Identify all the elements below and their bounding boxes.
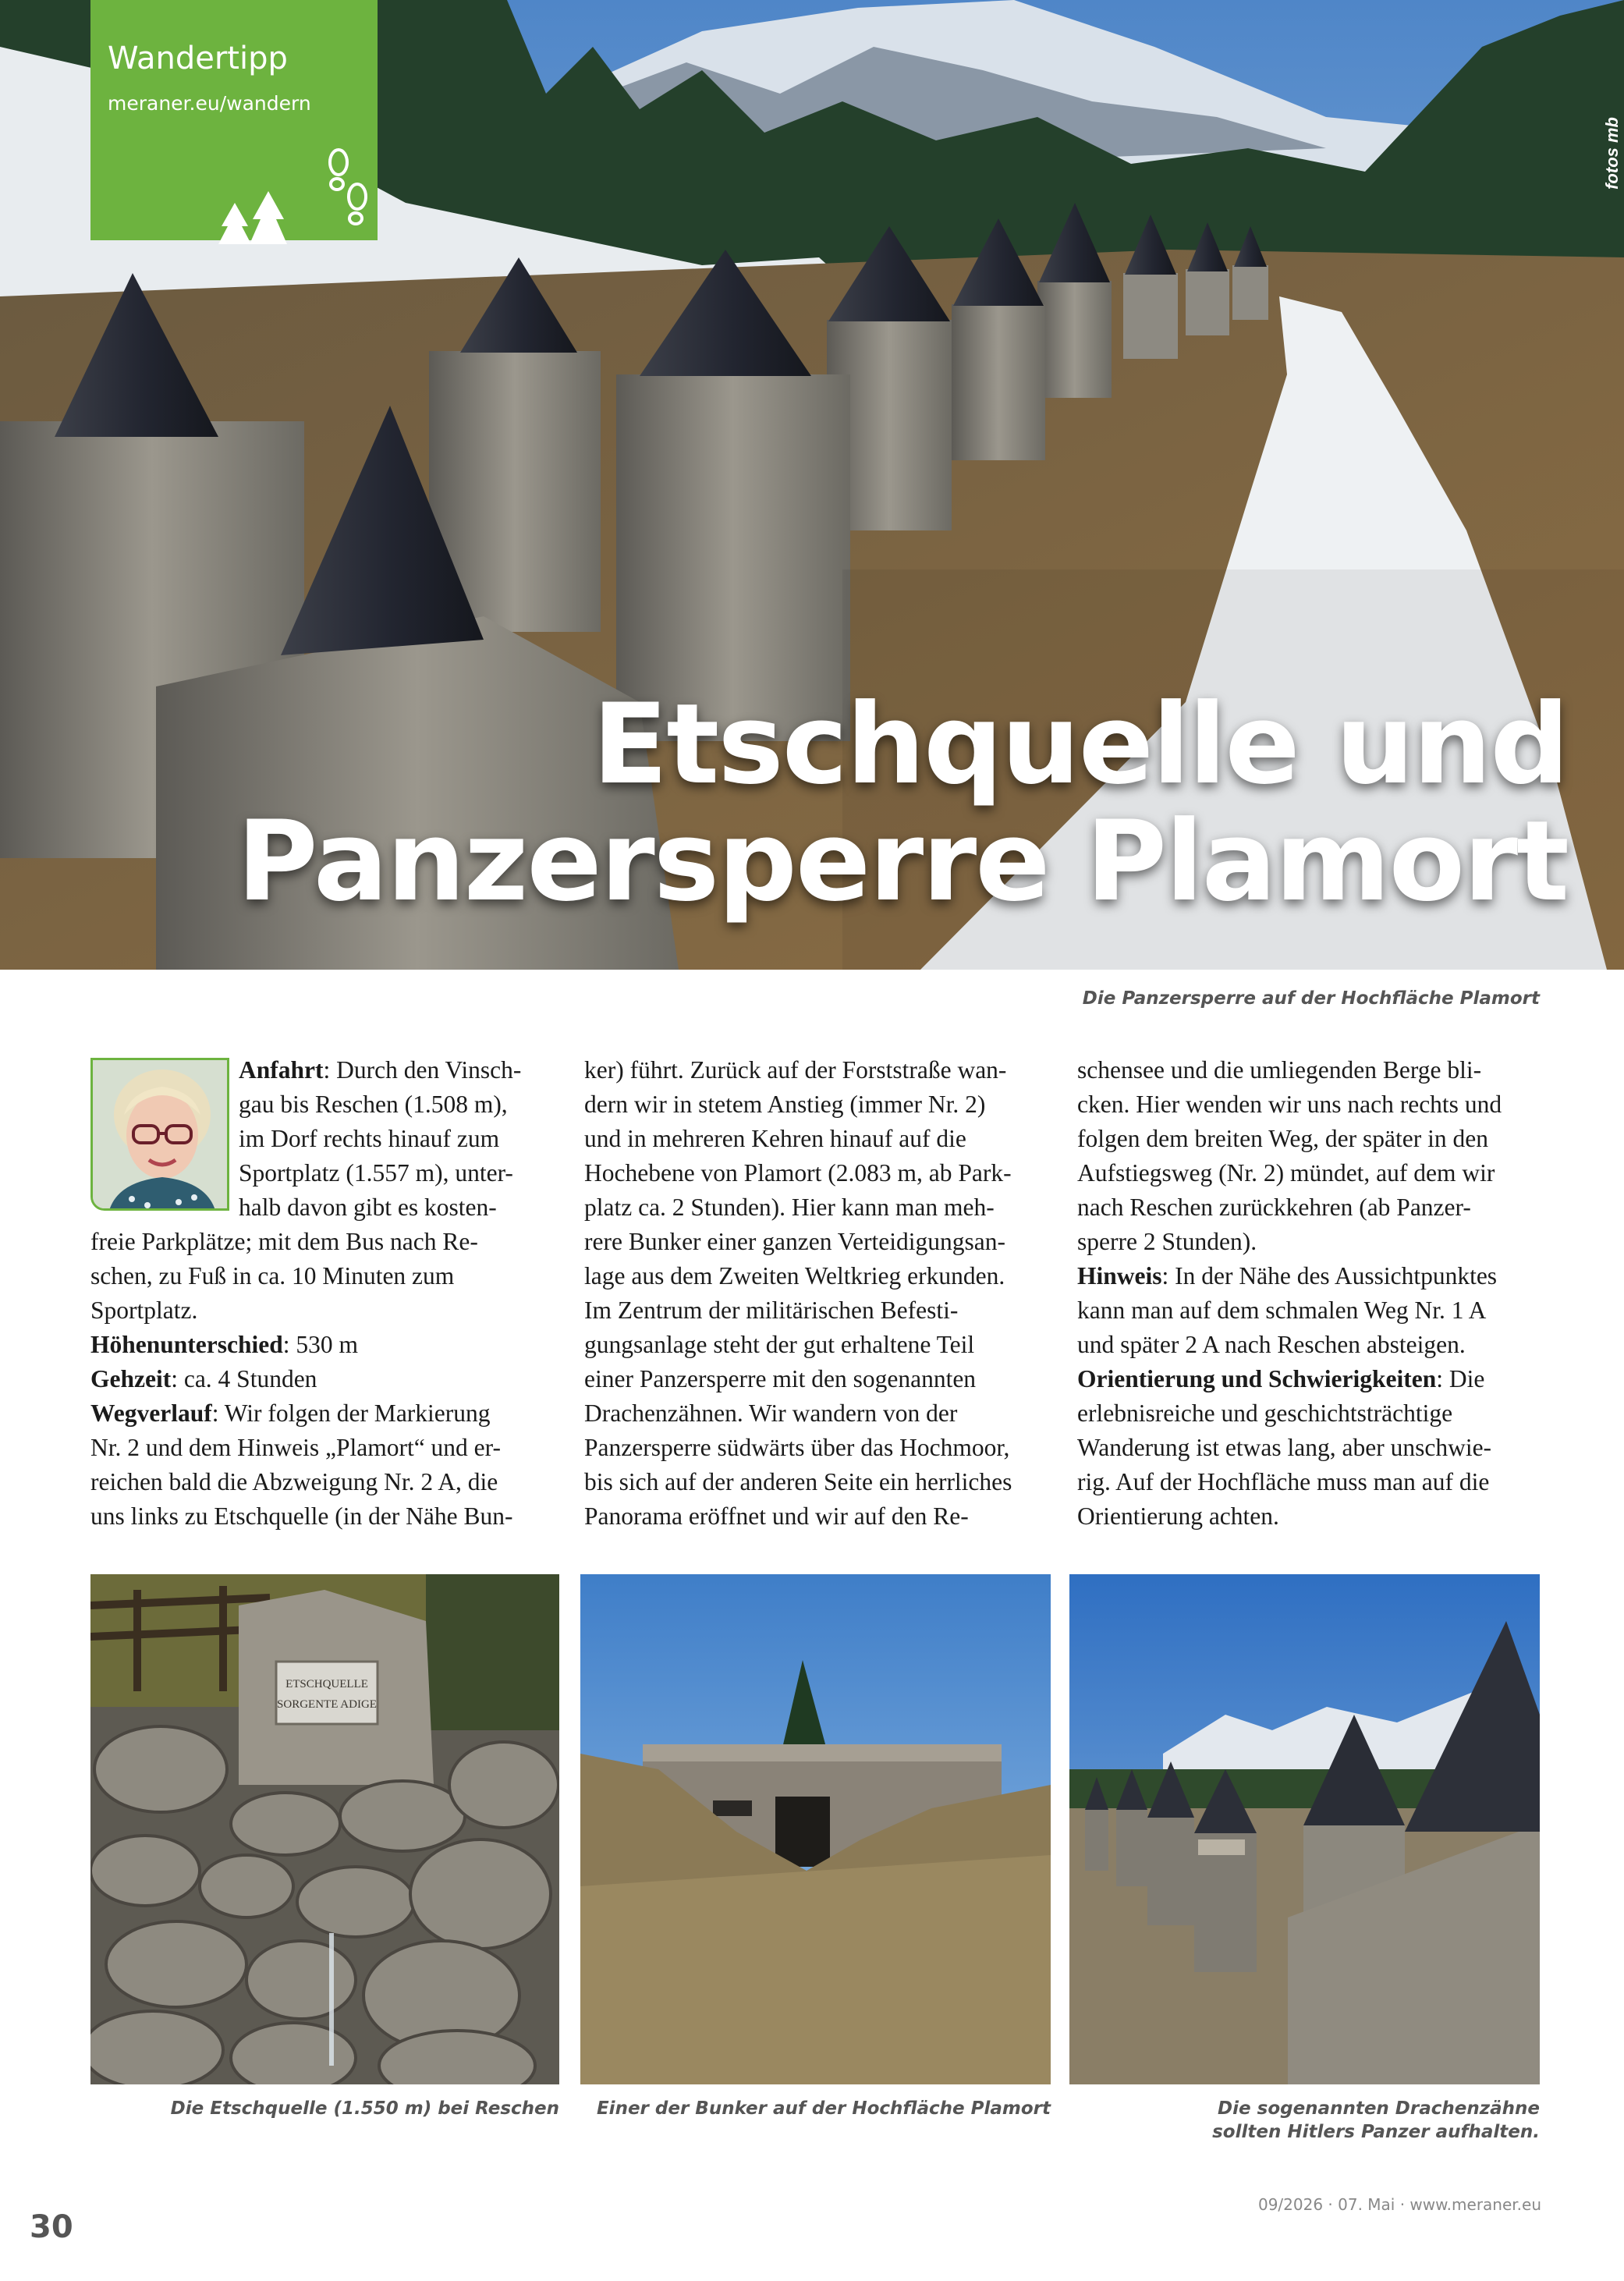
text-line: Panorama eröffnet und wir auf den Re-: [584, 1502, 969, 1530]
photo-drachenzaehne: [1069, 1574, 1540, 2084]
label-wegverlauf: Wegverlauf: [90, 1399, 212, 1427]
text-line: rig. Auf der Hochfläche muss man auf die: [1077, 1468, 1490, 1495]
bunker-image: [580, 1574, 1051, 2084]
text-line: dern wir in stetem Anstieg (immer Nr. 2): [584, 1091, 986, 1118]
text-line: sperre 2 Stunden).: [1077, 1228, 1257, 1255]
text-line: Aufstiegsweg (Nr. 2) mündet, auf dem wir: [1077, 1159, 1495, 1187]
text-line: gau bis Reschen (1.508 m),: [239, 1091, 508, 1118]
text-anfahrt: : Durch den Vinsch-: [323, 1056, 522, 1084]
page-number: 30: [30, 2209, 73, 2245]
text-line: [90, 1396, 543, 1431]
text-line: Panzersperre südwärts über das Hochmoor,: [584, 1434, 1010, 1461]
text-line: gungsanlage steht der gut erhaltene Teil: [584, 1331, 975, 1358]
article-title: [236, 680, 1568, 926]
text-orientierung: : Die: [1436, 1365, 1485, 1392]
text-hinweis: : In der Nähe des Aussichtpunktes: [1161, 1262, 1498, 1289]
caption-drachenzaehne-line1: Die sogenannten Drachenzähne: [1218, 2098, 1540, 2119]
article-title-line1: Etschquelle und: [592, 680, 1568, 809]
label-hinweis: Hinweis: [1077, 1262, 1162, 1289]
text-line: einer Panzersperre mit den sogenannten: [584, 1365, 977, 1392]
label-hoehenunterschied: Höhenunterschied: [90, 1331, 283, 1358]
text-line: Sportplatz (1.557 m), unter-: [239, 1159, 513, 1187]
text-line: Drachenzähnen. Wir wandern von der: [584, 1399, 958, 1427]
section-title: Wandertipp: [108, 41, 288, 76]
text-line: freie Parkplätze; mit dem Bus nach Re-: [90, 1228, 478, 1255]
photo-credit: fotos mb: [1602, 117, 1622, 190]
label-orientierung: Orientierung und Schwierigkeiten: [1077, 1365, 1437, 1392]
text-line: Orientierung achten.: [1077, 1502, 1279, 1530]
caption-bunker: Einer der Bunker auf der Hochfläche Plamort: [596, 2098, 1051, 2119]
text-line: Wanderung ist etwas lang, aber unschwie-: [1077, 1434, 1492, 1461]
text-line: nach Reschen zurückkehren (ab Panzer-: [1077, 1194, 1471, 1221]
text-line: [1077, 1259, 1530, 1293]
text-line: [1077, 1362, 1530, 1396]
text-line: Hochebene von Plamort (2.083 m, ab Park-: [584, 1159, 1012, 1187]
footprints-icon: [324, 148, 371, 234]
text-line: reichen bald die Abzweigung Nr. 2 A, die: [90, 1468, 498, 1495]
photo-etschquelle: [90, 1574, 559, 2084]
text-line: schensee und die umliegenden Berge bli-: [1077, 1056, 1482, 1084]
article-title-line2: Panzersperre Plamort: [236, 797, 1568, 926]
text-line: kann man auf dem schmalen Weg Nr. 1 A: [1077, 1297, 1487, 1324]
section-tag: [90, 0, 378, 240]
text-line: [90, 1328, 543, 1362]
author-portrait: [90, 1058, 229, 1211]
text-line: halb davon gibt es kosten-: [239, 1194, 497, 1221]
text-line: lage aus dem Zweiten Weltkrieg erkunden.: [584, 1262, 1005, 1289]
spring-stone-wall-image: [90, 1574, 559, 2084]
text-column-2: [584, 1053, 1037, 1534]
text-line: [90, 1362, 543, 1396]
plaque-text-line: ETSCHQUELLE: [285, 1678, 368, 1690]
text-line: rere Bunker einer ganzen Verteidigungsan-: [584, 1228, 1005, 1255]
photo-bunker: [580, 1574, 1051, 2084]
plaque-text-line: SORGENTE ADIGE: [277, 1698, 377, 1711]
stone-plaque: [276, 1662, 378, 1724]
text-line: folgen dem breiten Weg, der später in den: [1077, 1125, 1488, 1152]
section-url: meraner.eu/wandern: [108, 92, 311, 115]
label-gehzeit: Gehzeit: [90, 1365, 172, 1392]
text-column-3: [1077, 1053, 1530, 1534]
text-line: uns links zu Etschquelle (in der Nähe Bun-: [90, 1502, 513, 1530]
dragon-teeth-image: [1069, 1574, 1540, 2084]
text-line: im Dorf rechts hinauf zum: [239, 1125, 500, 1152]
caption-drachenzaehne-line2: sollten Hitlers Panzer aufhalten.: [1212, 2122, 1540, 2142]
hero-caption: Die Panzersperre auf der Hochfläche Plamort: [1082, 988, 1540, 1009]
text-line: schen, zu Fuß in ca. 10 Minuten zum: [90, 1262, 455, 1289]
text-column-1: [90, 1053, 543, 1534]
trees-icon: [215, 191, 301, 246]
text-line: erlebnisreiche und geschichtsträchtige: [1077, 1399, 1453, 1427]
text-line: Nr. 2 und dem Hinweis „Plamort“ und er-: [90, 1434, 502, 1461]
label-anfahrt: Anfahrt: [239, 1056, 324, 1084]
issue-info: 09/2026 · 07. Mai · www.meraner.eu: [1257, 2195, 1541, 2214]
text-gehzeit: : ca. 4 Stunden: [171, 1365, 317, 1392]
text-line: und in mehreren Kehren hinauf auf die: [584, 1125, 966, 1152]
text-wegverlauf: : Wir folgen der Markierung: [211, 1399, 491, 1427]
text-line: Sportplatz.: [90, 1297, 198, 1324]
text-line: Im Zentrum der militärischen Befesti-: [584, 1297, 959, 1324]
text-line: cken. Hier wenden wir uns nach rechts und: [1077, 1091, 1502, 1118]
caption-etschquelle: Die Etschquelle (1.550 m) bei Reschen: [170, 2098, 559, 2119]
caption-drachenzaehne: [1069, 2097, 1540, 2144]
text-line: platz ca. 2 Stunden). Hier kann man meh-: [584, 1194, 995, 1221]
text-hoehenunterschied: : 530 m: [282, 1331, 359, 1358]
author-photo: [93, 1060, 229, 1211]
text-line: bis sich auf der anderen Seite ein herrliches: [584, 1468, 1012, 1495]
text-line: und später 2 A nach Reschen absteigen.: [1077, 1331, 1466, 1358]
text-line: ker) führt. Zurück auf der Forststraße wan-: [584, 1056, 1007, 1084]
